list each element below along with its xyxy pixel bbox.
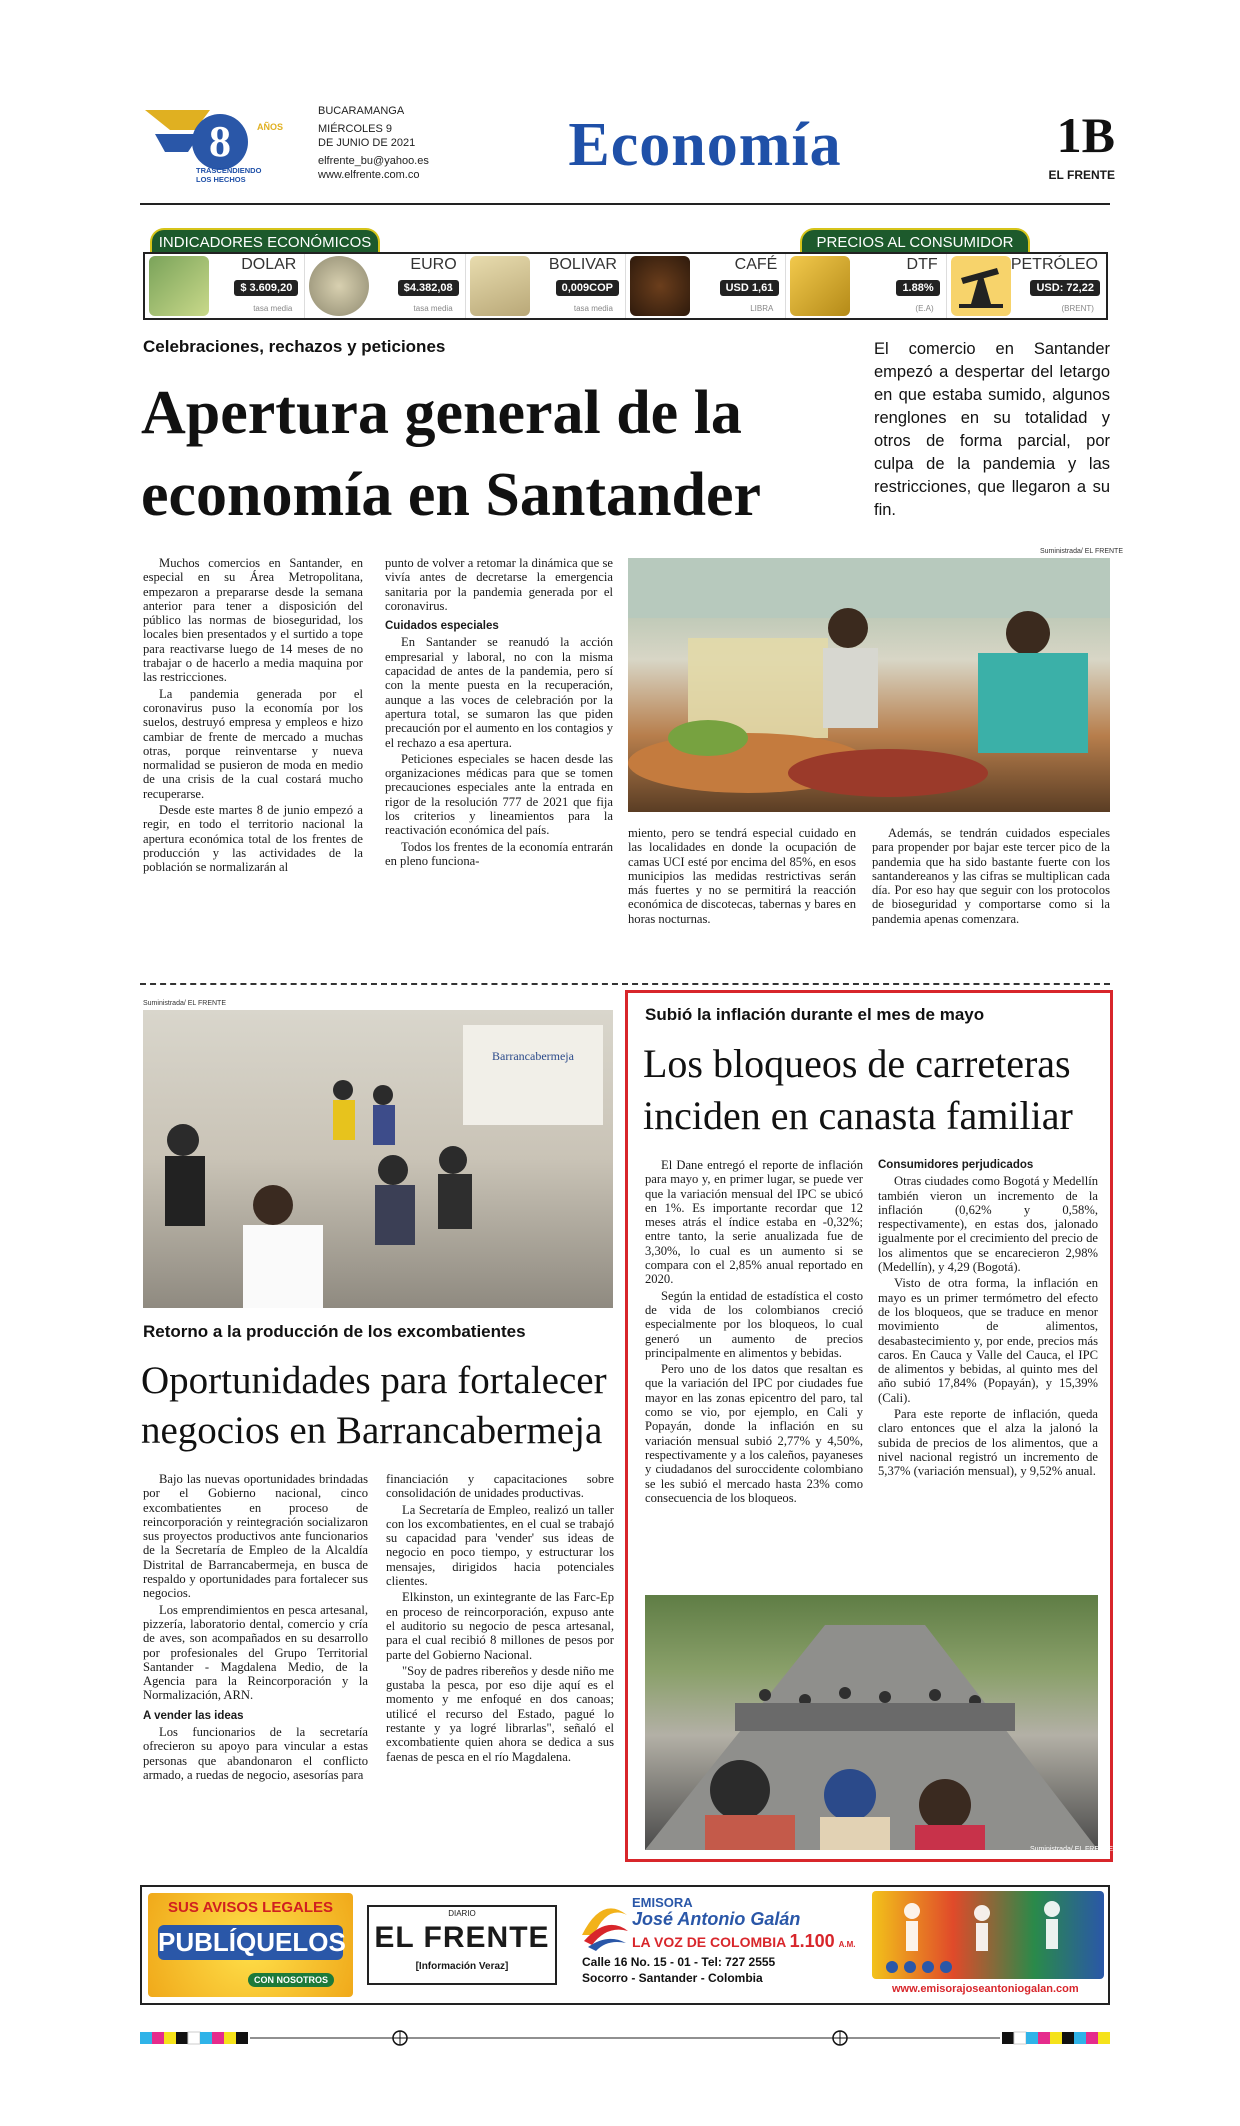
story3-photo-credit: Suministrada/ EL FRENTE	[1030, 1846, 1113, 1853]
lead-col-3	[628, 826, 856, 928]
oil-pump-icon	[951, 256, 1011, 316]
euro-coin-icon	[309, 256, 369, 316]
el-frente-ad-logo[interactable]	[367, 1905, 557, 1985]
section-title: Economía	[568, 111, 842, 179]
indicator-sub: tasa media	[253, 304, 293, 313]
indicator-sub: LIBRA	[750, 304, 774, 313]
indicator-bolivar	[466, 254, 626, 318]
paragraph: Peticiones especiales se hacen desde las organizaciones médicas para que se tomen precauciones especiales ante la entrada en rigor de la resolución 777 de 2021 que fija los criterios y lineamientos para la reactivación económica del país.	[385, 751, 613, 838]
paragraph: Los emprendimientos en pesca artesanal, pizzería, laboratorio dental, comercio y cría de aves, son acompañados en su desarrollo por profesionales del Grupo Territorial Santander - Magdalena Medio, de la Agencia para la Reincorporación y la Normalización, ARN.	[143, 1602, 368, 1703]
ad-address-1: Calle 16 No. 15 - 01 - Tel: 727 2555	[582, 1955, 776, 1969]
paragraph: Muchos comercios en Santander, en especial en su Área Metropolitana, empezaron a prepararse desde la semana anterior para tener a disposición del público las normas de bioseguridad, los locales bien presentados y el surtido a tope para reactivarse luego de 14 meses de no trabajar o de hacerlo a media maquina por las restricciones.	[143, 556, 363, 685]
gold-coins-icon	[790, 256, 850, 316]
indicator-petroleo	[947, 254, 1106, 318]
indicator-value: USD: 72,22	[1030, 280, 1099, 296]
paragraph: El Dane entregó el reporte de inflación para mayo y, en primer lugar, se puede ver que la variación mensual del IPC se ubicó en 1%. Es importante recordar que 12 meses atrás el índice estaba en -0,32%; entre tanto, la serie anualizada fue de 3,30%, lo cual es un aumento si se compara con el 2,85% anual reportado en 2020.	[645, 1158, 863, 1287]
story3-headline-line2: inciden en canasta familiar	[643, 1093, 1073, 1138]
indicator-cafe	[626, 254, 786, 318]
logo-years-label: AÑOS	[256, 122, 284, 132]
indicator-value: $ 3.609,20	[234, 280, 298, 296]
indicators-tab: INDICADORES ECONÓMICOS	[150, 228, 380, 254]
indicator-name: DOLAR	[241, 256, 297, 273]
ad-legal-small: CON NOSOTROS	[248, 1973, 334, 1987]
registration-target-icon	[833, 2031, 847, 2045]
ad-website[interactable]: www.emisorajoseantoniogalan.com	[892, 1983, 1079, 1995]
paragraph: Pero uno de los datos que resaltan es que la variación del IPC por ciudades fue mayor en las zonas epicentro del paro, tal como se vio, por ejemplo, en Cali y Popayán, donde la inflación en su variación mensual subió 2,77% y 4,50%, respectivamente y a los caleños, payaneses y ciudadanos del suroccidente colombiano se les subió el mercado hasta 23% como consecuencia de los bloqueos.	[645, 1362, 863, 1505]
lead-photo-credit: Suministrada/ EL FRENTE	[1040, 548, 1123, 555]
lead-headline-line2: economía en Santander	[141, 461, 761, 529]
story3-photo-roadblock	[645, 1595, 1098, 1850]
indicator-sub: tasa media	[413, 304, 453, 313]
paragraph: Los funcionarios de la secretaría ofrecieron su apoyo para vincular a estas personas que abandonaron el conflicto armado, a ruedas de negocio, asesorías para	[143, 1725, 368, 1782]
story2-photo-credit: Suministrada/ EL FRENTE	[143, 1000, 226, 1007]
header-rule	[140, 203, 1110, 205]
indicator-name: DTF	[906, 256, 938, 273]
ad-emisora-label: EMISORA	[632, 1895, 693, 1910]
story3-headline	[643, 1038, 1103, 1142]
paragraph: miento, pero se tendrá especial cuidado en las localidades en donde la ocupación de camas UCI esté por encima del 85%, en esos municipios las medidas restrictivas serán más fuertes y no se permitirá la reacción económica de discotecas, tabernas y bares en horas nocturnas.	[628, 826, 856, 926]
story2-col-2	[386, 1472, 614, 1766]
indicator-value: USD 1,61	[720, 280, 780, 296]
newspaper-anniversary-logo	[140, 100, 300, 190]
story2-headline-line2: negocios en Barrancabermeja	[141, 1409, 603, 1452]
edition-date-day: MIÉRCOLES 9	[318, 123, 392, 135]
subheading: Cuidados especiales	[385, 620, 499, 633]
story2-headline-line1: Oportunidades para fortalecer	[141, 1359, 607, 1402]
lead-summary: El comercio en Santander empezó a despertar del letargo en que estaba sumido, algunos renglones en su totalidad y otros de forma parcial, por culpa de la pandemia y las restricciones, que llegaron a su fin.	[874, 340, 1110, 519]
indicator-sub: (BRENT)	[1061, 304, 1094, 313]
ad-emisora-name: José Antonio Galán	[632, 1909, 801, 1929]
advertisement-banner[interactable]	[140, 1885, 1110, 2005]
edition-email[interactable]: elfrente_bu@yahoo.es	[318, 155, 429, 167]
indicator-dtf	[786, 254, 946, 318]
logo-tagline-2: LOS HECHOS	[196, 175, 246, 184]
paragraph: Otras ciudades como Bogotá y Medellín también vieron un incremento de la inflación (0,62% y 0,58%, respectivamente), en estas dos, jalonado igualmente por el crecimiento del precio de los alimentos que se encarecieron 2,98% (Medellín), y 4,29 (Bogotá).	[878, 1174, 1098, 1275]
paragraph: Bajo las nuevas oportunidades brindadas por el Gobierno nacional, cinco excombatientes en proceso de reincorporación y reintegración socializaron sus proyectos productivos ante funcionarios de la Secretaría de Empleo de la Alcaldía Distrital de Barrancabermeja, en busca de respaldo y oportunidades para fortalecer sus negocios.	[143, 1472, 368, 1601]
bolivar-bills-icon	[470, 256, 530, 316]
ad-legal-big: PUBLÍQUELOS	[158, 1925, 343, 1960]
paragraph: Según la entidad de estadística el costo de vida de los colombianos creció especialmente por los bloqueos, lo cual generó un aumento de precios principalmente en alimentos y bebidas.	[645, 1288, 863, 1360]
photo-sign-text: Barrancabermeja	[492, 1049, 574, 1063]
paragraph: En Santander se reanudó la acción empresarial y laboral, no con la misma capacidad de antes de la pandemia, pero sí con la mente puesta en la recuperación, aunque a las voces de celebración por la apertura total, se sumaron las que piden precaución por el aumento en los contagios y el rechazo a esa apertura.	[385, 635, 613, 750]
ad-freq-unit: A.M.	[838, 1940, 856, 1949]
subheading: Consumidores perjudicados	[878, 1159, 1034, 1171]
indicator-euro	[305, 254, 465, 318]
story2-headline	[141, 1356, 611, 1456]
indicator-name: BOLIVAR	[548, 256, 617, 273]
registration-target-icon	[393, 2031, 407, 2045]
section-divider	[140, 983, 1110, 985]
ad-paper-name: EL FRENTE	[374, 1921, 550, 1954]
page-number: 1B	[1056, 107, 1115, 163]
paragraph: financiación y capacitaciones sobre consolidación de unidades productivas.	[386, 1472, 614, 1501]
edition-date: DE JUNIO DE 2021	[318, 137, 416, 149]
paragraph: Visto de otra forma, la inflación en mayo es un primer termómetro del efecto de los bloqueos, que se traduce en menor movimiento de alimentos, desabastecimiento y, por ende, precios más caros. En Cauca y Valle del Cauca, el IPC de alimentos y bebidas, al quinto mes del año subió 17,84% (Popayán), y 15,39% (Cali).	[878, 1276, 1098, 1405]
indicator-name: PETRÓLEO	[1010, 256, 1098, 273]
consumer-prices-tab: PRECIOS AL CONSUMIDOR	[800, 228, 1030, 254]
story3-col-1	[645, 1158, 863, 1507]
ad-voz-label	[632, 1931, 855, 1952]
lead-headline	[141, 372, 861, 536]
legal-notices-ad[interactable]	[148, 1893, 353, 1997]
coffee-beans-icon	[630, 256, 690, 316]
ad-colorful-artwork	[872, 1891, 1104, 1979]
paragraph: Además, se tendrán cuidados especiales para propender por bajar este tercer pico de la pandemia que ha sido bastante fuerte con los santandereanos y las cifras se multiplican cada día. Por eso hay que seguir con los protocolos de bioseguridad y comportarse como si la pandemia apenas comenzara.	[872, 826, 1110, 926]
indicator-name: EURO	[410, 256, 457, 273]
radio-swirl-icon	[572, 1895, 632, 1955]
paragraph: La pandemia generada por el coronavirus puso la economía por los suelos, destruyó empresa y empleos e hizo cambiar de frente de mercado a muchas otras, porque reinventarse y nueva normalidad se pusieron de moda en medio de una crisis de la cual costará mucho recuperarse.	[143, 686, 363, 801]
indicator-sub: (E.A)	[915, 304, 934, 313]
paragraph: Para este reporte de inflación, queda claro entonces que el alza la jalonó la subida de precios de los alimentos, que a nivel nacional registró un incremento de 5,37% (variación mensual), y 9,52% anual.	[878, 1407, 1098, 1479]
ad-freq: 1.100	[789, 1931, 835, 1951]
indicator-value: $4.382,08	[398, 280, 459, 296]
indicator-name: CAFÉ	[734, 256, 778, 273]
indicator-value: 1.88%	[896, 280, 939, 296]
indicator-dolar	[145, 254, 305, 318]
edition-website[interactable]: www.elfrente.com.co	[318, 169, 420, 181]
subheading: A vender las ideas	[143, 1709, 244, 1722]
story3-kicker: Subió la inflación durante el mes de mayo	[645, 1005, 985, 1024]
ad-address-2: Socorro - Santander - Colombia	[582, 1971, 763, 1985]
dollar-icon	[149, 256, 209, 316]
lead-headline-line1: Apertura general de la	[141, 379, 742, 447]
story3-headline-line1: Los bloqueos de carreteras	[643, 1041, 1071, 1086]
ad-legal-top: SUS AVISOS LEGALES	[167, 1899, 334, 1916]
paragraph: La Secretaría de Empleo, realizó un taller con los excombatientes, en el cual se trabajó su capacidad para 'vender' sus ideas de negocio en poco tiempo, y estructurar los mensajes, dirigidos hacia potenciales clientes.	[386, 1502, 614, 1589]
story2-kicker: Retorno a la producción de los excombatientes	[143, 1322, 526, 1341]
story2-col-1	[143, 1472, 368, 1784]
ad-paper-small: DIARIO	[448, 1909, 476, 1918]
svg-text:8: 8	[209, 117, 231, 166]
printer-registration-marks	[140, 2030, 1110, 2048]
indicator-value: 0,009COP	[556, 280, 619, 296]
edition-city: BUCARAMANGA	[318, 105, 405, 117]
lead-col-2	[385, 556, 613, 870]
edition-meta	[318, 104, 429, 182]
paragraph: Elkinston, un exintegrante de las Farc-Ep en proceso de reincorporación, expuso ante el auditorio su negocio de pesca artesanal, para el cual recibió 8 millones de pesos por parte del Gobierno Nacional.	[386, 1590, 614, 1662]
paragraph: Todos los frentes de la economía entrarán en pleno funciona-	[385, 839, 613, 868]
story2-photo-meeting	[143, 1010, 613, 1308]
paragraph: "Soy de padres ribereños y desde niño me gustaba la pesca, por eso dije aquí es el momento y me enfoqué en dos canoas; utilicé el recurso del Estado, pagué lo restante y ya logré librarlas", señaló el excombatiente quien ahora se dedica a sus faenas de pesca en el río Magdalena.	[386, 1663, 614, 1764]
lead-col-4	[872, 826, 1110, 928]
story3-col-2	[878, 1158, 1098, 1481]
indicators-strip	[143, 252, 1108, 320]
paragraph: punto de volver a retomar la dinámica que se vivía antes de decretarse la emergencia sanitaria por la pandemia generada por el coronavirus.	[385, 556, 613, 613]
paragraph: Desde este martes 8 de junio empezó a regir, en todo el territorio nacional la apertura económica total de los frentes de producción y las actividades de la población se normalizarán al	[143, 803, 363, 875]
ad-paper-tagline: [Información Veraz]	[415, 1961, 509, 1972]
lead-col-1	[143, 556, 363, 877]
lead-photo-market	[628, 558, 1110, 812]
indicator-sub: tasa media	[573, 304, 613, 313]
ad-voz: LA VOZ DE COLOMBIA	[632, 1934, 786, 1950]
logo-tagline-1: TRASCENDIENDO	[196, 166, 262, 175]
masthead-brand: EL FRENTE	[1048, 168, 1115, 182]
lead-kicker: Celebraciones, rechazos y peticiones	[143, 337, 446, 356]
